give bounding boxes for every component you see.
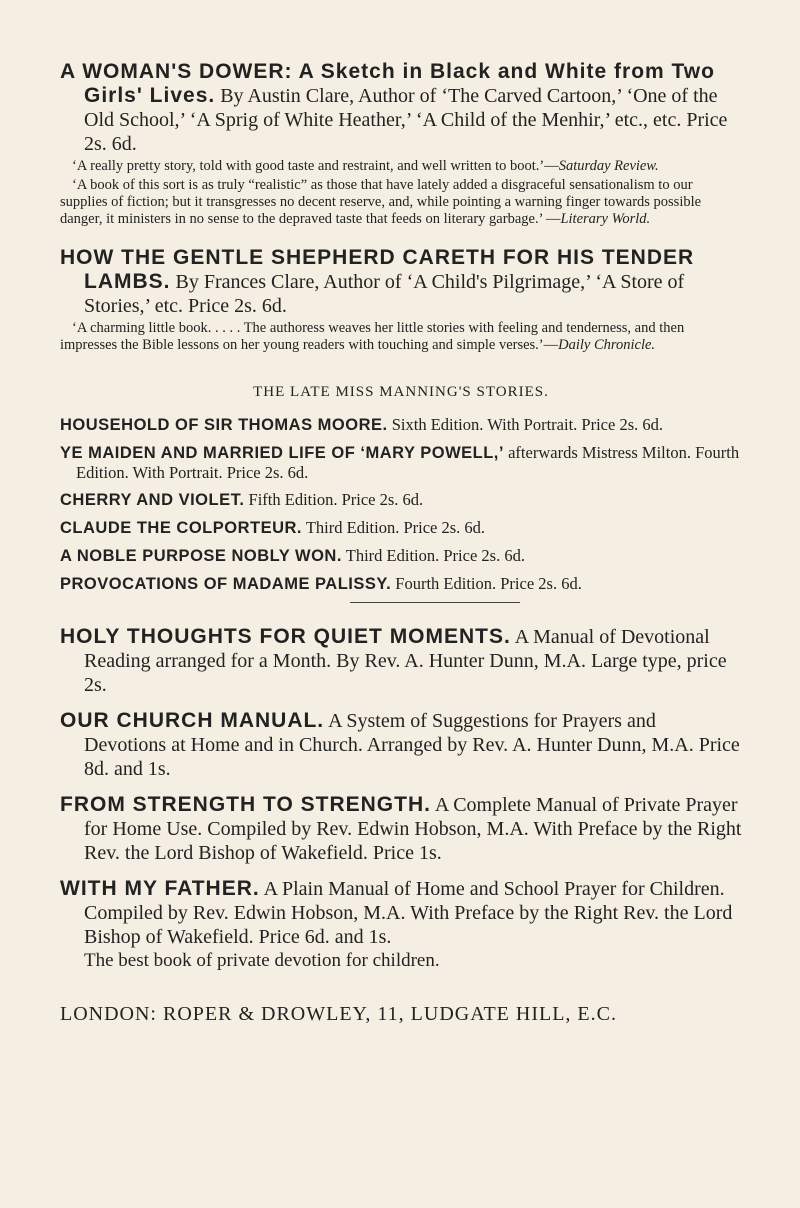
book-description: A Manual of Devotional Reading arranged for a Month. By Rev. A. Hunter Dunn, M.A. Large type, price 2s. [84,626,727,696]
divider [350,602,520,603]
book-title: HOW THE GENTLE SHEPHERD CARETH FOR HIS TENDER LAMBS. [60,246,695,293]
book-description: A System of Suggestions for Prayers and Devotions at Home and in Church. Arranged by Rev. A. Hunter Dunn, M.A. Price 8d. and 1s. [84,710,740,780]
book-title: A WOMAN'S DOWER: A Sketch in Black and White from Two Girls' Lives. [60,60,715,107]
review-source: Daily Chronicle. [558,337,656,353]
book-entry [60,877,742,949]
book-description: A Complete Manual of Private Prayer for Home Use. Compiled by Rev. Edwin Hobson, M.A. With Preface by the Right Rev. the Lord Bishop of Wakefield. Price 1s. [84,794,742,864]
advertisement-page [60,60,742,1026]
list-item: CLAUDE THE COLPORTEUR. Third Edition. Price 2s. 6d. [60,518,486,537]
publisher-imprint: LONDON: ROPER & DROWLEY, 11, LUDGATE HILL, E.C. [60,1003,617,1025]
book-title: OUR CHURCH MANUAL. [60,709,325,732]
book-entry-gentle-shepherd [60,246,742,354]
section-heading-manning: THE LATE MISS MANNING'S STORIES. [253,384,549,400]
book-title: FROM STRENGTH TO STRENGTH. [60,793,431,816]
review-source: Saturday Review. [558,158,659,174]
book-entry [60,625,742,697]
book-entry [60,793,742,865]
list-item: A NOBLE PURPOSE NOBLY WON. Third Edition. Price 2s. 6d. [60,546,525,565]
book-description: By Frances Clare, Author of ‘A Child's Pilgrimage,’ ‘A Store of Stories,’ etc. Price 2s. 6d. [84,271,685,317]
list-item: HOUSEHOLD OF SIR THOMAS MOORE. Sixth Edition. With Portrait. Price 2s. 6d. [60,415,663,434]
list-item: CHERRY AND VIOLET. Fifth Edition. Price 2s. 6d. [60,490,424,509]
review-quote: ‘A really pretty story, told with good taste and restraint, and well written to boot.’—Saturday Review. [72,158,659,174]
book-entry-womans-dower [60,60,742,228]
list-item: PROVOCATIONS OF MADAME PALISSY. Fourth Edition. Price 2s. 6d. [60,574,582,593]
review-quote: ‘A book of this sort is as truly “realistic” as those that have lately added a disgraceful sensationalism to our supplies of fiction; but it transgresses no decent reserve, and, while pointing a warning finger towards possible danger, it ministers in no sense to the depraved taste that feeds on literary garbage.’ —Literary World. [60,177,702,227]
book-description: By Austin Clare, Author of ‘The Carved Cartoon,’ ‘One of the Old School,’ ‘A Sprig of White Heather,’ ‘A Child of the Menhir,’ etc., etc. Price 2s. 6d. [84,85,728,155]
review-source: Literary World. [560,211,651,227]
book-title: HOLY THOUGHTS FOR QUIET MOMENTS. [60,625,511,648]
list-item: YE MAIDEN AND MARRIED LIFE OF ‘MARY POWELL,’ afterwards Mistress Milton. Fourth Edition. With Portrait. Price 2s. 6d. [60,443,740,482]
book-title: WITH MY FATHER. [60,877,260,900]
book-entry [60,709,742,781]
book-note: The best book of private devotion for children. [84,950,440,971]
book-description: A Plain Manual of Home and School Prayer for Children. Compiled by Rev. Edwin Hobson, M.A. With Preface by the Right Rev. the Lord Bishop of Wakefield. Price 6d. and 1s. [84,878,733,948]
review-quote: ‘A charming little book. . . . . The authoress weaves her little stories with feeling and tenderness, and then impresses the Bible lessons on her young readers with touching and simple verses.’—Daily Chronicle. [60,320,685,353]
